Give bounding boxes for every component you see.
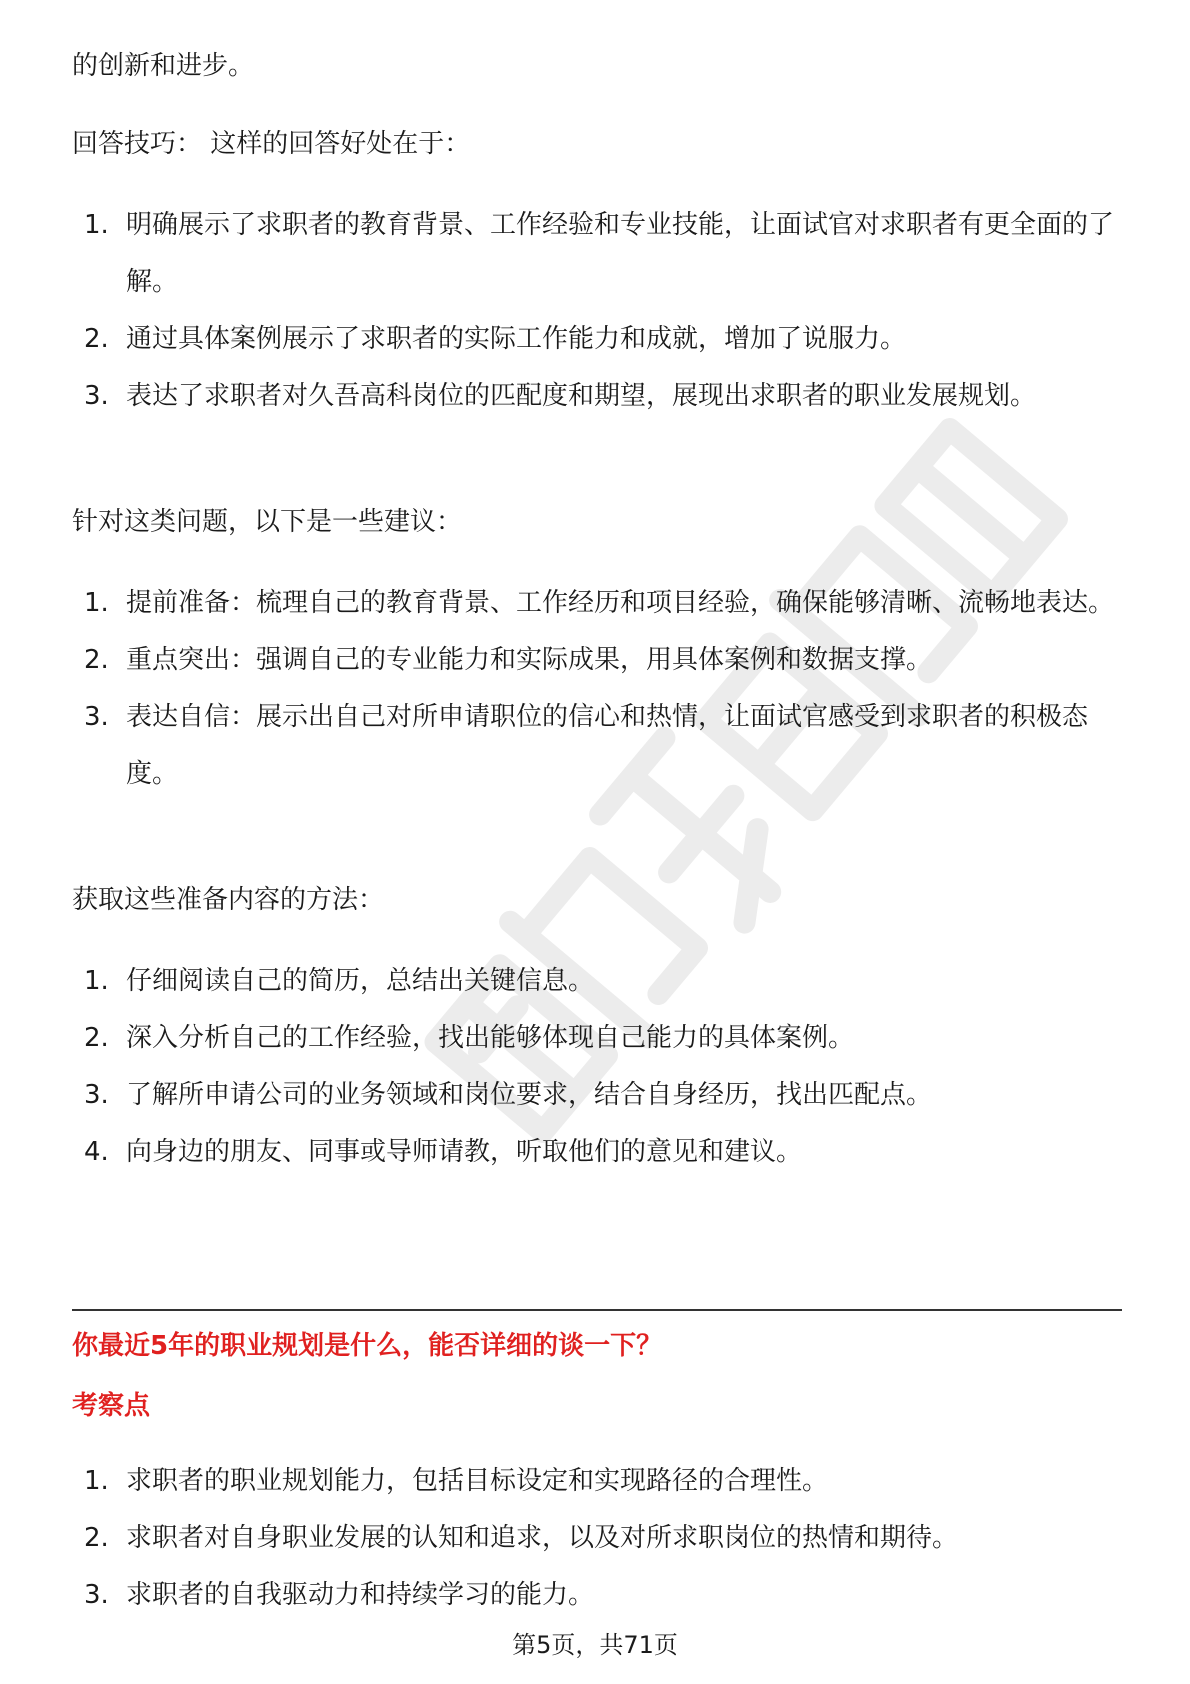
list-item-number: 3. (84, 381, 109, 411)
list-item (72, 1010, 1122, 1067)
list-item-text: 求职者的职业规划能力，包括目标设定和实现路径的合理性。 (126, 1466, 829, 1496)
list-item (72, 1067, 1122, 1124)
list-item (72, 689, 1122, 803)
tips-list (72, 197, 1122, 425)
methods-heading: 获取这些准备内容的方法： (72, 885, 385, 915)
list-item (72, 197, 1122, 311)
list-item-text: 重点突出：强调自己的专业能力和实际成果，用具体案例和数据支撑。 (126, 645, 933, 675)
list-item-text: 了解所申请公司的业务领域和岗位要求，结合自身经历，找出匹配点。 (126, 1080, 933, 1110)
list-item-text: 表达自信：展示出自己对所申请职位的信心和热情，让面试官感受到求职者的积极态度。 (126, 702, 1089, 789)
list-item (72, 1453, 1122, 1510)
list-item (72, 1510, 1122, 1567)
list-item-number: 1. (84, 210, 109, 240)
list-item-number: 4. (84, 1137, 109, 1167)
intro-tail-text: 的创新和进步。 (72, 51, 255, 81)
list-item-number: 2. (84, 645, 109, 675)
list-item-text: 明确展示了求职者的教育背景、工作经验和专业技能，让面试官对求职者有更全面的了解。 (126, 210, 1115, 297)
list-item-text: 提前准备：梳理自己的教育背景、工作经历和项目经验，确保能够清晰、流畅地表达。 (126, 588, 1115, 618)
list-item (72, 311, 1122, 368)
list-item-text: 表达了求职者对久吾高科岗位的匹配度和期望，展现出求职者的职业发展规划。 (126, 381, 1037, 411)
focus-heading: 考察点 (72, 1391, 151, 1421)
list-item-number: 1. (84, 966, 109, 996)
page-number-footer: 第5页，共71页 (512, 1631, 678, 1659)
list-item (72, 953, 1122, 1010)
list-item-number: 2. (84, 324, 109, 354)
list-item-number: 1. (84, 1466, 109, 1496)
list-item-text: 求职者对自身职业发展的认知和追求，以及对所求职岗位的热情和期待。 (126, 1523, 959, 1553)
list-item-text: 求职者的自我驱动力和持续学习的能力。 (126, 1580, 595, 1610)
section-divider (72, 1309, 1122, 1311)
list-item-number: 1. (84, 588, 109, 618)
advice-list (72, 575, 1122, 803)
list-item-text: 向身边的朋友、同事或导师请教，听取他们的意见和建议。 (126, 1137, 803, 1167)
list-item (72, 368, 1122, 425)
methods-list (72, 953, 1122, 1181)
list-item (72, 575, 1122, 632)
tips-heading: 回答技巧： 这样的回答好处在于： (72, 129, 471, 159)
question-title: 你最近5年的职业规划是什么，能否详细的谈一下？ (72, 1331, 663, 1361)
list-item (72, 632, 1122, 689)
list-item-number: 3. (84, 1080, 109, 1110)
focus-list (72, 1453, 1122, 1624)
list-item-number: 2. (84, 1523, 109, 1553)
list-item-number: 3. (84, 1580, 109, 1610)
list-item-number: 3. (84, 702, 109, 732)
list-item-text: 深入分析自己的工作经验，找出能够体现自己能力的具体案例。 (126, 1023, 855, 1053)
list-item (72, 1567, 1122, 1624)
list-item (72, 1124, 1122, 1181)
list-item-text: 通过具体案例展示了求职者的实际工作能力和成就，增加了说服力。 (126, 324, 907, 354)
list-item-text: 仔细阅读自己的简历，总结出关键信息。 (126, 966, 595, 996)
advice-heading: 针对这类问题，以下是一些建议： (72, 507, 463, 537)
list-item-number: 2. (84, 1023, 109, 1053)
